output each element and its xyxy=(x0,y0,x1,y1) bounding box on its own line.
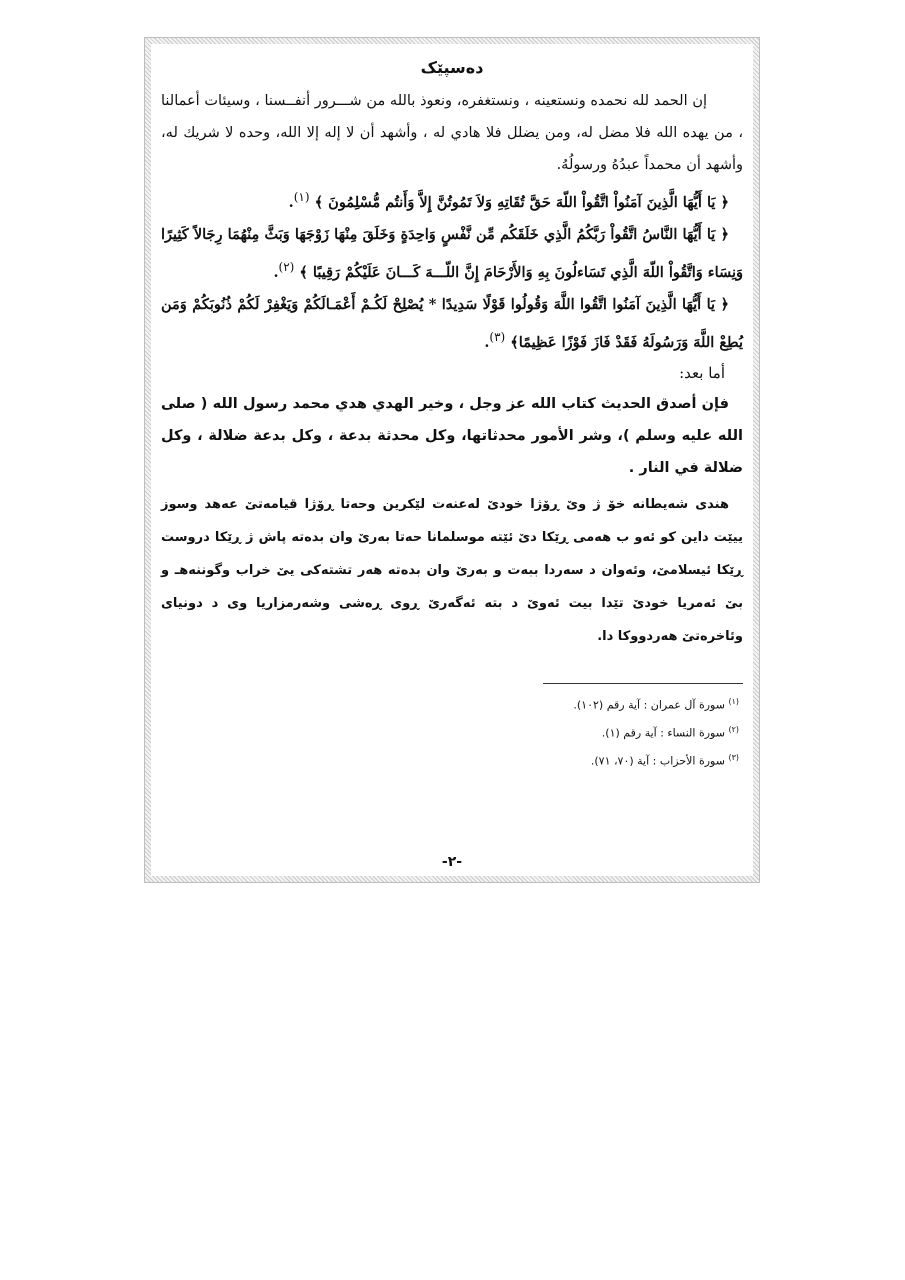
page-border xyxy=(144,37,760,883)
footnote-2-num: (٢) xyxy=(728,725,739,735)
amma-baad: أما بعد: xyxy=(679,364,725,383)
verse-1: ﴿ يَا أَيُّهَا الَّذِينَ آمَنُواْ اتَّقُواْ اللّهَ حَقَّ تُقَاتِهِ وَلاَ تَمُوتُنَّ إِلاَّ وَأَنتُم مُّسْلِمُونَ ﴾ $^{(١)}$. xyxy=(288,190,729,211)
hadith-paragraph: فإن أصدق الحديث كتاب الله عز وجل ، وخير الهدي هدي محمد رسول الله ( صلى الله عليه وسلم )، وشر الأمور محدثاتها، وكل محدثة بدعة ، وكل بدعة ضلالة ، وكل ضلالة في النار . xyxy=(161,396,743,477)
verse-2: ﴿ يَا أَيُّهَا النَّاسُ اتَّقُواْ رَبَّكُمُ الَّذِي خَلَقَكُم مِّن نَّفْسٍ وَاحِدَةٍ وَخَلَقَ مِنْهَا زَوْجَهَا وَبَثَّ مِنْهُمَا رِجَالاً كَثِيرًا وَنِسَاء وَاتَّقُواْ اللّهَ الَّذِي تَسَاءلُونَ بِهِ وَالأَرْحَامَ إِنَّ اللّـــهَ كَـــانَ عَلَيْكُمْ رَقِيبًا ﴾ $^{(٢)}$. xyxy=(161,225,743,281)
intro-paragraph: إن الحمد لله نحمده ونستعينه ، ونستغفره، ونعوذ بالله من شـــرور أنفــسنا ، وسيئات أعمالنا ، من يهده الله فلا مضل له، ومن يضلل فلا هادي له ، وأشهد أن لا إله إلا الله، وحده لا شريك له، وأشهد أن محمداً عبدُهُ ورسولُهُ. xyxy=(161,93,743,173)
verse-2-ref: (٢) xyxy=(278,259,295,274)
footnote-2 xyxy=(161,718,743,746)
verse-3-ref: (٣) xyxy=(489,329,506,344)
verse-3-text: ﴿ يَا أَيُّهَا الَّذِينَ آمَنُوا اتَّقُوا اللَّهَ وَقُولُوا قَوْلًا سَدِيدًا * يُصْلِحْ لَكُـمْ أَعْمَـالَكُمْ وَيَغْفِرْ لَكُمْ ذُنُوبَكُمْ وَمَن يُطِعْ اللَّهَ وَرَسُولَهُ فَقَدْ فَازَ فَوْزًا عَظِيمًا﴾ xyxy=(161,295,743,351)
page-content xyxy=(151,44,753,876)
verse-1-ref: (١) xyxy=(293,190,310,204)
footnote-3-text: سورة الأحزاب : آية (٧٠، ٧١). xyxy=(590,754,725,768)
footnote-1 xyxy=(161,690,743,718)
footnote-3-num: (٣) xyxy=(728,752,739,762)
page-title: دەسپێک xyxy=(420,58,484,77)
footnote-3 xyxy=(161,746,743,774)
verse-1-text: ﴿ يَا أَيُّهَا الَّذِينَ آمَنُواْ اتَّقُواْ اللّهَ حَقَّ تُقَاتِهِ وَلاَ تَمُوتُنَّ إِلاَّ وَأَنتُم مُّسْلِمُونَ ﴾ xyxy=(314,193,729,211)
footnote-1-num: (١) xyxy=(728,697,739,707)
footnote-1-text: سورة آل عمران : آية رقم (١٠٢). xyxy=(573,699,725,713)
page-number: -٢- xyxy=(441,854,463,870)
footnote-2-text: سورة النساء : آية رقم (١). xyxy=(601,726,725,740)
verse-2-text: ﴿ يَا أَيُّهَا النَّاسُ اتَّقُواْ رَبَّكُمُ الَّذِي خَلَقَكُم مِّن نَّفْسٍ وَاحِدَةٍ وَخَلَقَ مِنْهَا زَوْجَهَا وَبَثَّ مِنْهُمَا رِجَالاً كَثِيرًا وَنِسَاء وَاتَّقُواْ اللّهَ الَّذِي تَسَاءلُونَ بِهِ وَالأَرْحَامَ إِنَّ اللّـــهَ كَـــانَ عَلَيْكُمْ رَقِيبًا ﴾ xyxy=(161,225,743,281)
verse-3: ﴿ يَا أَيُّهَا الَّذِينَ آمَنُوا اتَّقُوا اللَّهَ وَقُولُوا قَوْلًا سَدِيدًا * يُصْلِحْ لَكُـمْ أَعْمَـالَكُمْ وَيَغْفِرْ لَكُمْ ذُنُوبَكُمْ وَمَن يُطِعْ اللَّهَ وَرَسُولَهُ فَقَدْ فَازَ فَوْزًا عَظِيمًا﴾ $^{(٣)}$. xyxy=(161,295,743,351)
kurdish-paragraph: هندى شەيطانە خۆ ژ وێ ڕۆژا خودێ لەعنەت لێكرين وحەتا ڕۆژا قيامەتێ عەهد وسوز ييێت داين كو ئەو ب هەمى ڕێكا دێ ئێتە موسلمانا حەتا بەرێ وان بدەتە پاش ژ ڕێكا دروست ڕێكا ئيسلامێ، وئەوان د سەردا ببەت و بەرێ وان بدەتە هەر تشتەكى يێ خراب وگوننەهـ و بێ ئەمريا خودێ تێدا بيت ئەوێ د بتە ئەگەرێ ڕوى ڕەشى وشەرمزاريا وى د دونياى وئاخرەتێ هەردووكا دا. xyxy=(161,497,743,645)
footnote-divider xyxy=(543,683,743,684)
